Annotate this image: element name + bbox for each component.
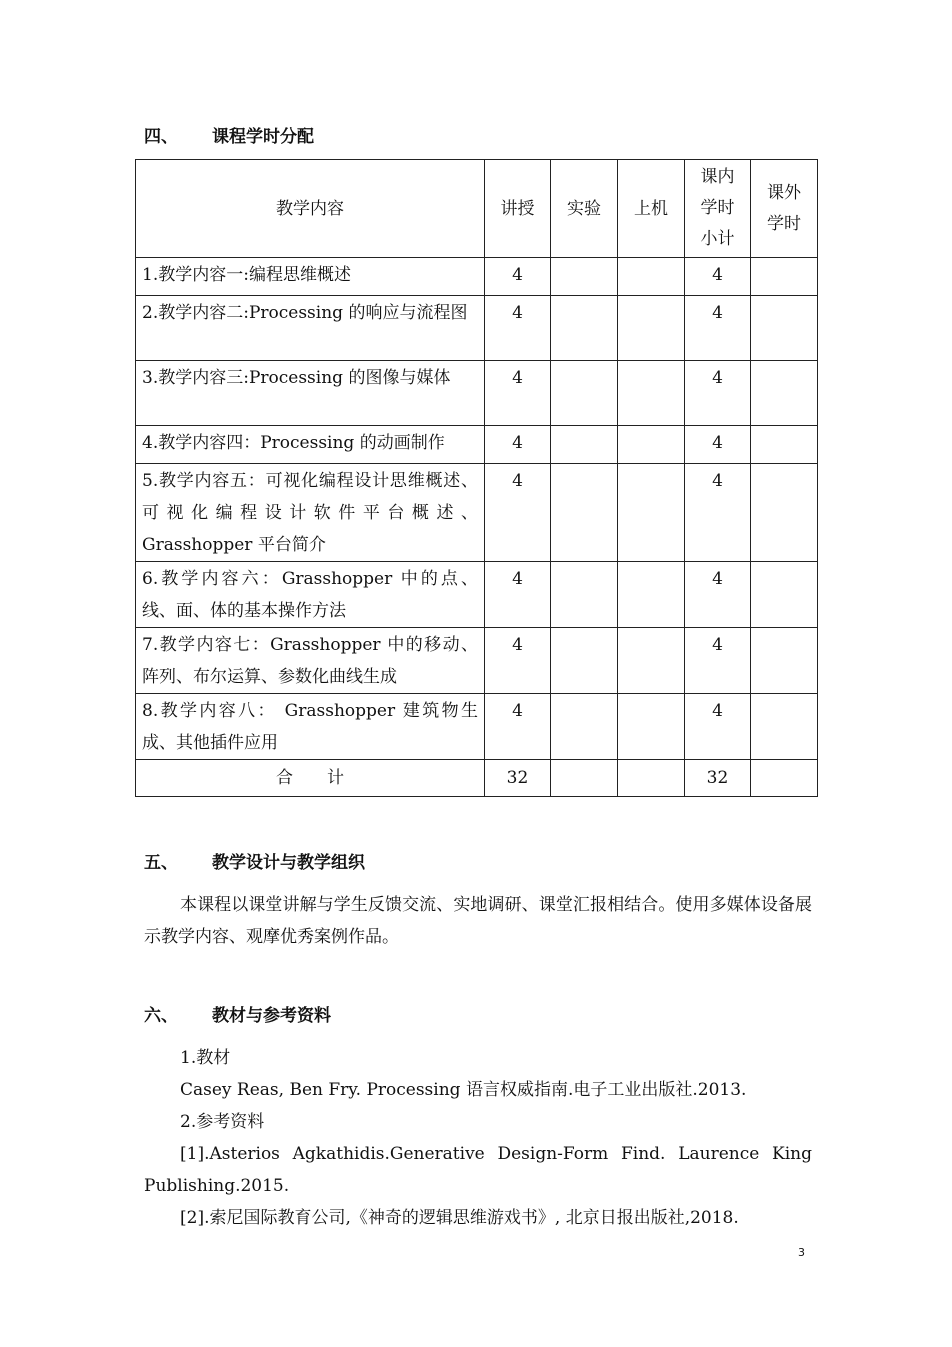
row-experiment [551,562,618,628]
row-subtotal: 4 [685,464,751,562]
row-computer [618,562,685,628]
row-experiment [551,628,618,694]
row-experiment [551,361,618,426]
row-computer [618,361,685,426]
row-lecture: 4 [485,628,551,694]
row-experiment [551,464,618,562]
section-5-heading [144,848,365,873]
row-experiment [551,426,618,464]
header-experiment: 实验 [551,160,618,258]
section-title: 教材与参考资料 [212,1006,331,1026]
row-outside [751,361,818,426]
section-6-heading [144,1001,331,1026]
section-number: 五、 [144,853,178,873]
textbook-label: 1.教材 [180,1048,231,1068]
row-lecture: 4 [485,562,551,628]
row-outside [751,628,818,694]
row-lecture: 4 [485,296,551,361]
row-experiment [551,258,618,296]
row-subtotal: 4 [685,361,751,426]
header-line: 课外 [767,182,801,203]
row-subtotal: 4 [685,296,751,361]
section-number: 四、 [144,127,178,147]
total-outside [751,760,818,797]
row-lecture: 4 [485,361,551,426]
row-content: 2.教学内容二:Processing 的响应与流程图 [136,296,485,361]
row-computer [618,426,685,464]
row-subtotal: 4 [685,562,751,628]
row-computer [618,258,685,296]
total-subtotal: 32 [685,760,751,797]
references-block [144,1042,812,1234]
header-line: 学时 [767,213,801,234]
row-subtotal: 4 [685,258,751,296]
table-row [136,562,818,628]
table-row [136,628,818,694]
total-experiment [551,760,618,797]
header-content: 教学内容 [136,160,485,258]
row-lecture: 4 [485,464,551,562]
row-content: 8.教学内容八： Grasshopper 建筑物生成、其他插件应用 [136,694,485,760]
row-lecture: 4 [485,694,551,760]
row-content: 4.教学内容四：Processing 的动画制作 [136,426,485,464]
header-line: 学时 [700,198,735,218]
total-row [136,760,818,797]
total-lecture: 32 [485,760,551,797]
header-outside-hours [751,160,818,258]
row-subtotal: 4 [685,628,751,694]
row-lecture: 4 [485,258,551,296]
header-computer: 上机 [618,160,685,258]
table-row [136,694,818,760]
table-header-row [136,160,818,258]
total-label: 合 计 [136,760,485,797]
row-lecture: 4 [485,426,551,464]
section-4-heading [144,122,314,147]
page-number: 3 [798,1246,805,1259]
row-outside [751,258,818,296]
row-outside [751,426,818,464]
row-computer [618,464,685,562]
row-subtotal: 4 [685,426,751,464]
total-computer [618,760,685,797]
row-computer [618,296,685,361]
row-content: 6.教学内容六：Grasshopper 中的点、线、面、体的基本操作方法 [136,562,485,628]
hours-allocation-table [135,159,818,797]
header-lecture: 讲授 [485,160,551,258]
row-outside [751,464,818,562]
references-label: 2.参考资料 [180,1112,265,1132]
row-experiment [551,694,618,760]
table-row [136,464,818,562]
row-outside [751,562,818,628]
row-computer [618,628,685,694]
row-subtotal: 4 [685,694,751,760]
section-title: 课程学时分配 [212,127,314,147]
table-row [136,258,818,296]
textbook-entry: Casey Reas, Ben Fry. Processing 语言权威指南.电子工业出版社.2013. [180,1080,747,1100]
table-row [136,426,818,464]
row-content: 1.教学内容一:编程思维概述 [136,258,485,296]
row-outside [751,694,818,760]
header-line: 课内 [700,167,735,187]
teaching-design-paragraph: 本课程以课堂讲解与学生反馈交流、实地调研、课堂汇报相结合。使用多媒体设备展示教学内容、观摩优秀案例作品。 [144,895,812,947]
header-line: 小计 [700,229,735,249]
table-row [136,361,818,426]
header-in-class-subtotal [685,160,751,258]
section-number: 六、 [144,1006,178,1026]
reference-entry: [2].索尼国际教育公司,《神奇的逻辑思维游戏书》, 北京日报出版社,2018. [180,1208,739,1228]
row-experiment [551,296,618,361]
row-outside [751,296,818,361]
reference-entry: [1].Asterios Agkathidis.Generative Design-Form Find. Laurence King Publishing.2015. [144,1144,812,1196]
row-content: 5.教学内容五：可视化编程设计思维概述、可视化编程设计软件平台概述、Grasshopper 平台简介 [136,464,485,562]
table-row [136,296,818,361]
row-content: 7.教学内容七：Grasshopper 中的移动、阵列、布尔运算、参数化曲线生成 [136,628,485,694]
section-title: 教学设计与教学组织 [212,853,365,873]
row-computer [618,694,685,760]
row-content: 3.教学内容三:Processing 的图像与媒体 [136,361,485,426]
